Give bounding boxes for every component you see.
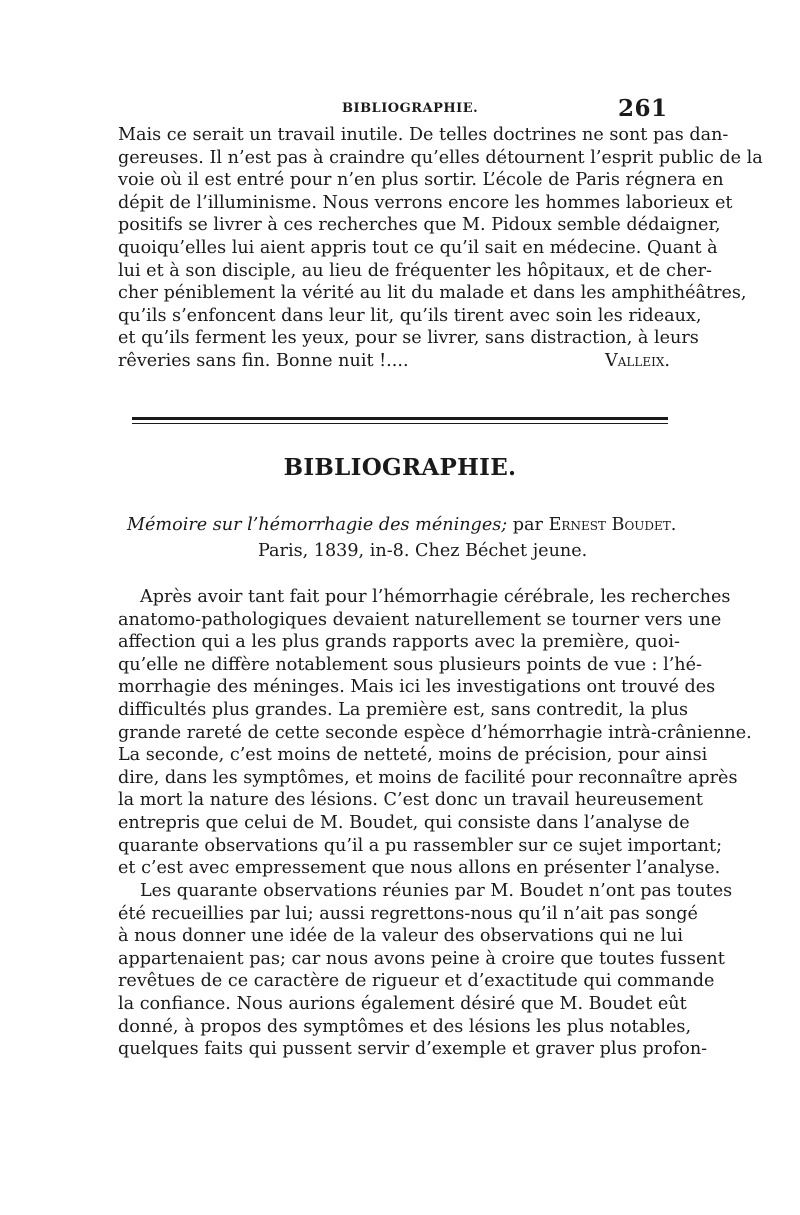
text-line: anatomo-pathologiques devaient naturellement se tourner vers une [118, 609, 722, 630]
citation-author: Ernest Boudet. [548, 515, 677, 535]
text-line: dépit de l’illuminisme. Nous verrons encore les hommes laborieux et [118, 192, 733, 213]
text-line: quoiqu’elles lui aient appris tout ce qu’il sait en médecine. Quant à [118, 237, 718, 258]
review-paragraph-2 [118, 880, 733, 1061]
author-signature: Valleix. [605, 350, 670, 371]
text-line: quarante observations qu’il a pu rassembler sur ce sujet important; [118, 835, 722, 856]
text-line: gereuses. Il n’est pas à craindre qu’elles détournent l’esprit public de la [118, 147, 763, 168]
text-line: affection qui a les plus grands rapports avec la première, quoi- [118, 632, 680, 653]
text-line: appartenaient pas; car nous avons peine à croire que toutes fussent [118, 948, 725, 969]
text-line: difficultés plus grandes. La première est, sans contredit, la plus [118, 699, 689, 720]
text-line-final [118, 350, 670, 373]
divider-thin-rule [132, 423, 668, 424]
citation-publication: Paris, 1839, in-8. Chez Béchet jeune. [258, 541, 588, 561]
text-line: et c’est avec empressement que nous allons en présenter l’analyse. [118, 858, 721, 879]
text-line: voie où il est entré pour n’en plus sortir. L’école de Paris régnera en [118, 170, 724, 191]
text-line: morrhagie des méninges. Mais ici les investigations ont trouvé des [118, 677, 716, 698]
text-line: Les quarante observations réunies par M. Boudet n’ont pas toutes [140, 881, 733, 901]
text-line: cher péniblement la vérité au lit du malade et dans les amphithéâtres, [118, 283, 747, 304]
text-line: à nous donner une idée de la valeur des observations qui ne lui [118, 926, 684, 947]
previous-article-text [118, 124, 763, 373]
section-divider [132, 417, 668, 424]
text-line: donné, à propos des symptômes et des lésions les plus notables, [118, 1016, 692, 1037]
citation-line-1 [127, 515, 677, 535]
text-line: dire, dans les symptômes, et moins de facilité pour reconnaître après [118, 767, 738, 788]
text-line: Après avoir tant fait pour l’hémorrhagie cérébrale, les recherches [140, 587, 731, 607]
running-head-title: BIBLIOGRAPHIE. [342, 101, 479, 116]
text-line: Mais ce serait un travail inutile. De telles doctrines ne sont pas dan- [118, 125, 729, 145]
text-line: la mort la nature des lésions. C’est donc un travail heureusement [118, 790, 703, 811]
closing-text: rêveries sans fin. Bonne nuit !.... [118, 350, 409, 371]
divider-thick-rule [132, 417, 668, 420]
text-line: La seconde, c’est moins de netteté, moins de précision, pour ainsi [118, 745, 708, 766]
text-line: été recueillies par lui; aussi regrettons-nous qu’il n’ait pas songé [118, 903, 698, 924]
page-number: 261 [618, 95, 668, 122]
citation-by: par [512, 515, 543, 535]
text-line: grande rareté de cette seconde espèce d’hémorrhagie intrà-crânienne. [118, 722, 752, 743]
text-line: quelques faits qui pussent servir d’exemple et graver plus profon- [118, 1039, 708, 1060]
section-title: BIBLIOGRAPHIE. [283, 454, 517, 481]
text-line: qu’ils s’enfoncent dans leur lit, qu’ils tirent avec soin les rideaux, [118, 305, 702, 326]
text-line: lui et à son disciple, au lieu de fréquenter les hôpitaux, et de cher- [118, 260, 712, 281]
text-line: qu’elle ne diffère notablement sous plusieurs points de vue : l’hé- [118, 654, 702, 675]
text-line: entrepris que celui de M. Boudet, qui consiste dans l’analyse de [118, 812, 690, 833]
text-line: la confiance. Nous aurions également désiré que M. Boudet eût [118, 993, 687, 1014]
text-line: revêtues de ce caractère de rigueur et d’exactitude qui commande [118, 971, 715, 992]
text-line: positifs se livrer à ces recherches que M. Pidoux semble dédaigner, [118, 215, 721, 236]
review-paragraph-1 [118, 586, 752, 880]
citation-work-title: Mémoire sur l’hémorrhagie des méninges; [127, 515, 508, 535]
text-line: et qu’ils ferment les yeux, pour se livrer, sans distraction, à leurs [118, 328, 699, 349]
